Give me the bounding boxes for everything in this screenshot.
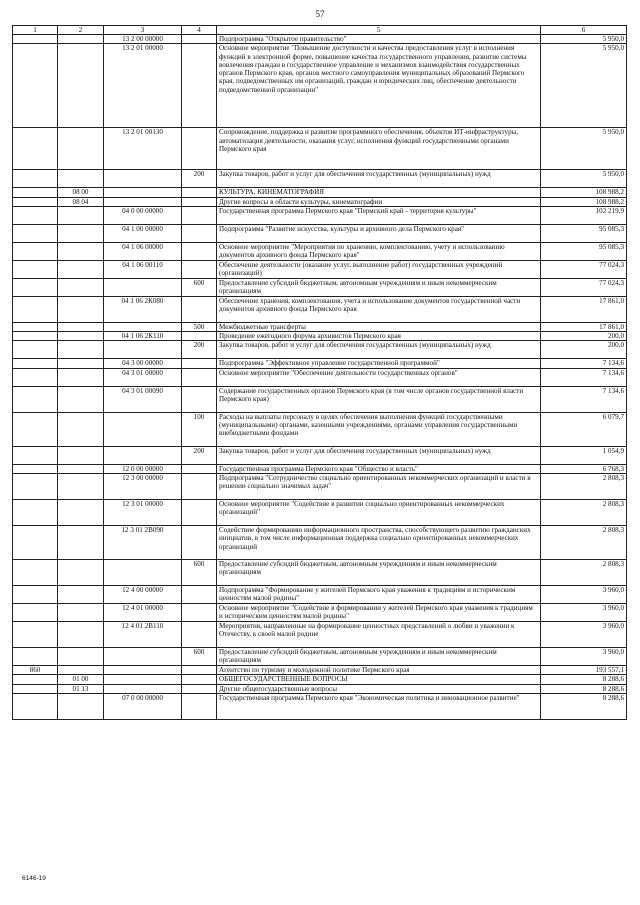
cell-target-code bbox=[104, 648, 182, 666]
cell-amount: 77 024,3 bbox=[541, 260, 627, 278]
cell-amount: 7 134,6 bbox=[541, 368, 627, 386]
cell-expense-type: 600 bbox=[182, 648, 217, 666]
cell-subsection-code bbox=[58, 341, 104, 359]
cell-subsection-code bbox=[58, 332, 104, 341]
table-row bbox=[13, 206, 627, 224]
cell-description: Другие вопросы в области культуры, кинематографии bbox=[217, 197, 541, 206]
cell-target-code bbox=[104, 446, 182, 464]
cell-expense-type bbox=[182, 464, 217, 473]
cell-subsection-code bbox=[58, 44, 104, 128]
cell-amount: 3 960,0 bbox=[541, 586, 627, 604]
cell-subsection-code bbox=[58, 586, 104, 604]
cell-expense-type bbox=[182, 197, 217, 206]
cell-subsection-code bbox=[58, 560, 104, 586]
cell-description: ОБЩЕГОСУДАРСТВЕННЫЕ ВОПРОСЫ bbox=[217, 675, 541, 684]
cell-expense-type: 100 bbox=[182, 412, 217, 446]
cell-description: Предоставление субсидий бюджетным, автономным учреждениям и иным некоммерческим организациям bbox=[217, 560, 541, 586]
cell-expense-type bbox=[182, 128, 217, 170]
cell-subsection-code bbox=[58, 224, 104, 242]
cell-expense-type: 500 bbox=[182, 322, 217, 331]
cell-target-code bbox=[104, 666, 182, 675]
cell-description: Агентство по туризму и молодежной политике Пермского края bbox=[217, 666, 541, 675]
cell-description: Основное мероприятие "Обеспечение деятельности государственных органов" bbox=[217, 368, 541, 386]
cell-amount: 17 861,0 bbox=[541, 296, 627, 322]
cell-expense-type bbox=[182, 693, 217, 719]
cell-amount: 7 134,6 bbox=[541, 359, 627, 368]
cell-subsection-code bbox=[58, 666, 104, 675]
cell-expense-type bbox=[182, 586, 217, 604]
column-header: 4 bbox=[182, 26, 217, 35]
cell-description: Государственная программа Пермского края "Общество и власть" bbox=[217, 464, 541, 473]
cell-target-code: 04 3 00 00000 bbox=[104, 359, 182, 368]
cell-subsection-code bbox=[58, 206, 104, 224]
cell-section-code bbox=[13, 206, 58, 224]
cell-subsection-code: 08 00 bbox=[58, 188, 104, 197]
cell-expense-type bbox=[182, 260, 217, 278]
table-row bbox=[13, 278, 627, 296]
table-row bbox=[13, 170, 627, 188]
cell-description: Содержание государственных органов Пермского края (в том числе органов государственной власти Пермского края) bbox=[217, 386, 541, 412]
table-row bbox=[13, 500, 627, 526]
cell-expense-type: 600 bbox=[182, 560, 217, 586]
cell-description: Закупка товаров, работ и услуг для обеспечения государственных (муниципальных) нужд bbox=[217, 170, 541, 188]
cell-section-code bbox=[13, 35, 58, 44]
cell-description: Основное мероприятие "Мероприятия по хранению, комплектованию, учету и использованию документов архивного фонда Пермского края" bbox=[217, 242, 541, 260]
cell-section-code bbox=[13, 242, 58, 260]
column-header: 5 bbox=[217, 26, 541, 35]
cell-expense-type bbox=[182, 359, 217, 368]
cell-expense-type bbox=[182, 332, 217, 341]
table-row bbox=[13, 412, 627, 446]
cell-target-code bbox=[104, 684, 182, 693]
cell-amount: 6 768,3 bbox=[541, 464, 627, 473]
cell-amount: 200,0 bbox=[541, 332, 627, 341]
cell-target-code: 04 1 06 00110 bbox=[104, 260, 182, 278]
cell-target-code bbox=[104, 560, 182, 586]
cell-expense-type bbox=[182, 224, 217, 242]
cell-amount: 8 288,6 bbox=[541, 675, 627, 684]
cell-section-code bbox=[13, 44, 58, 128]
column-header: 3 bbox=[104, 26, 182, 35]
cell-target-code: 04 1 06 2К080 bbox=[104, 296, 182, 322]
cell-subsection-code bbox=[58, 35, 104, 44]
cell-section-code bbox=[13, 224, 58, 242]
table-row bbox=[13, 242, 627, 260]
table-row bbox=[13, 666, 627, 675]
cell-section-code bbox=[13, 526, 58, 560]
table-row bbox=[13, 648, 627, 666]
cell-amount: 8 288,6 bbox=[541, 684, 627, 693]
cell-section-code bbox=[13, 170, 58, 188]
table-body bbox=[13, 35, 627, 720]
cell-target-code bbox=[104, 341, 182, 359]
cell-description: Государственная программа Пермского края "Экономическая политика и инновационное развитие" bbox=[217, 693, 541, 719]
cell-description: Предоставление субсидий бюджетным, автономным учреждениям и иным некоммерческим организациям bbox=[217, 278, 541, 296]
cell-description: Другие общегосударственные вопросы bbox=[217, 684, 541, 693]
cell-subsection-code bbox=[58, 322, 104, 331]
cell-expense-type bbox=[182, 526, 217, 560]
cell-section-code bbox=[13, 622, 58, 648]
cell-section-code bbox=[13, 386, 58, 412]
cell-description: Основное мероприятие "Содействие в формировании у жителей Пермского края уважения к традициям и историческим ценностям малой родины" bbox=[217, 604, 541, 622]
cell-section-code bbox=[13, 188, 58, 197]
cell-subsection-code bbox=[58, 446, 104, 464]
table-row bbox=[13, 44, 627, 128]
cell-expense-type bbox=[182, 474, 217, 500]
cell-section-code bbox=[13, 128, 58, 170]
cell-amount: 95 085,3 bbox=[541, 224, 627, 242]
header-row bbox=[13, 26, 627, 35]
cell-section-code bbox=[13, 446, 58, 464]
cell-target-code: 12 4 00 00000 bbox=[104, 586, 182, 604]
cell-amount: 5 950,0 bbox=[541, 170, 627, 188]
cell-subsection-code bbox=[58, 604, 104, 622]
cell-amount: 2 808,3 bbox=[541, 526, 627, 560]
column-header: 1 bbox=[13, 26, 58, 35]
cell-expense-type: 600 bbox=[182, 278, 217, 296]
cell-section-code bbox=[13, 604, 58, 622]
cell-description: Обеспечение хранения, комплектования, учета и использование документов государственной части документов архивного фонда Пермского края bbox=[217, 296, 541, 322]
cell-target-code: 13 2 00 00000 bbox=[104, 35, 182, 44]
cell-section-code bbox=[13, 341, 58, 359]
cell-amount: 2 808,3 bbox=[541, 474, 627, 500]
cell-description: Государственная программа Пермского края "Пермский край - территория культуры" bbox=[217, 206, 541, 224]
cell-subsection-code bbox=[58, 278, 104, 296]
table-row bbox=[13, 332, 627, 341]
cell-amount: 6 079,7 bbox=[541, 412, 627, 446]
cell-subsection-code bbox=[58, 526, 104, 560]
cell-section-code bbox=[13, 197, 58, 206]
cell-subsection-code bbox=[58, 242, 104, 260]
cell-subsection-code bbox=[58, 464, 104, 473]
cell-amount: 108 988,2 bbox=[541, 188, 627, 197]
cell-amount: 5 950,0 bbox=[541, 35, 627, 44]
cell-amount: 3 960,0 bbox=[541, 648, 627, 666]
table-row bbox=[13, 368, 627, 386]
column-header: 6 bbox=[541, 26, 627, 35]
table-row bbox=[13, 586, 627, 604]
cell-target-code: 04 3 01 00000 bbox=[104, 368, 182, 386]
cell-description: Основное мероприятие "Повышение доступности и качества предоставления услуг в исполнения функций в электронной форме, повышение качества государственного управления, развитие системы вовлечения граждан в государственное управление и механизмов взаимодействия государственных органов Пермского края, органов местного самоуправления муниципальных образований Пермского края, подведомственных им организаций, граждан и юридических лиц, обеспечение деятельности подведомственной организации" bbox=[217, 44, 541, 128]
budget-table bbox=[12, 25, 627, 720]
cell-expense-type bbox=[182, 604, 217, 622]
table-row bbox=[13, 684, 627, 693]
cell-expense-type bbox=[182, 500, 217, 526]
footer-code: 6146-19 bbox=[22, 875, 46, 882]
cell-subsection-code: 01 00 bbox=[58, 675, 104, 684]
cell-section-code bbox=[13, 675, 58, 684]
cell-section-code bbox=[13, 560, 58, 586]
cell-target-code: 12 4 01 00000 bbox=[104, 604, 182, 622]
table-row bbox=[13, 359, 627, 368]
cell-subsection-code bbox=[58, 500, 104, 526]
cell-expense-type bbox=[182, 368, 217, 386]
cell-section-code bbox=[13, 322, 58, 331]
cell-expense-type bbox=[182, 675, 217, 684]
cell-subsection-code bbox=[58, 260, 104, 278]
cell-subsection-code bbox=[58, 474, 104, 500]
cell-description: Предоставление субсидий бюджетным, автономным учреждениям и иным некоммерческим организациям bbox=[217, 648, 541, 666]
cell-target-code: 13 2 01 00130 bbox=[104, 128, 182, 170]
column-header: 2 bbox=[58, 26, 104, 35]
cell-expense-type bbox=[182, 188, 217, 197]
cell-target-code: 04 1 06 00000 bbox=[104, 242, 182, 260]
table-row bbox=[13, 35, 627, 44]
cell-target-code: 12 3 01 00000 bbox=[104, 500, 182, 526]
table-row bbox=[13, 675, 627, 684]
cell-target-code bbox=[104, 278, 182, 296]
cell-amount: 193 557,1 bbox=[541, 666, 627, 675]
cell-amount: 2 808,3 bbox=[541, 500, 627, 526]
table-row bbox=[13, 224, 627, 242]
cell-amount: 108 988,2 bbox=[541, 197, 627, 206]
table-row bbox=[13, 693, 627, 719]
cell-section-code bbox=[13, 474, 58, 500]
cell-expense-type bbox=[182, 684, 217, 693]
cell-subsection-code bbox=[58, 693, 104, 719]
cell-target-code bbox=[104, 188, 182, 197]
cell-expense-type bbox=[182, 206, 217, 224]
cell-amount: 200,0 bbox=[541, 341, 627, 359]
cell-subsection-code bbox=[58, 296, 104, 322]
cell-target-code: 04 0 00 00000 bbox=[104, 206, 182, 224]
cell-target-code: 12 3 00 00000 bbox=[104, 474, 182, 500]
cell-expense-type bbox=[182, 296, 217, 322]
cell-section-code bbox=[13, 500, 58, 526]
table-row bbox=[13, 604, 627, 622]
cell-amount: 3 960,0 bbox=[541, 604, 627, 622]
cell-subsection-code bbox=[58, 128, 104, 170]
table-row bbox=[13, 622, 627, 648]
cell-description: Подпрограмма "Открытое правительство" bbox=[217, 35, 541, 44]
cell-description: Подпрограмма "Развитие искусства, культуры и архивного дела Пермского края" bbox=[217, 224, 541, 242]
cell-amount: 5 950,0 bbox=[541, 128, 627, 170]
cell-section-code bbox=[13, 648, 58, 666]
cell-description: Проведение ежегодного форума архивистов Пермского края bbox=[217, 332, 541, 341]
cell-section-code bbox=[13, 693, 58, 719]
cell-target-code: 07 0 00 00000 bbox=[104, 693, 182, 719]
cell-description: Закупка товаров, работ и услуг для обеспечения государственных (муниципальных) нужд bbox=[217, 446, 541, 464]
cell-target-code: 04 1 00 00000 bbox=[104, 224, 182, 242]
cell-section-code bbox=[13, 412, 58, 446]
cell-subsection-code bbox=[58, 368, 104, 386]
cell-expense-type bbox=[182, 35, 217, 44]
cell-section-code bbox=[13, 359, 58, 368]
cell-section-code bbox=[13, 278, 58, 296]
cell-target-code: 04 1 06 2К110 bbox=[104, 332, 182, 341]
cell-target-code bbox=[104, 675, 182, 684]
cell-description: Подпрограмма "Сотрудничество социально ориентированных некоммерческих организаций и власти в решении социально значимых задач" bbox=[217, 474, 541, 500]
cell-target-code bbox=[104, 170, 182, 188]
cell-amount: 8 288,6 bbox=[541, 693, 627, 719]
table-row bbox=[13, 474, 627, 500]
cell-section-code bbox=[13, 684, 58, 693]
table-row bbox=[13, 188, 627, 197]
cell-subsection-code bbox=[58, 386, 104, 412]
cell-amount: 17 861,0 bbox=[541, 322, 627, 331]
cell-description: Обеспечение деятельности (оказание услуг, выполнение работ) государственных учреждений (организаций) bbox=[217, 260, 541, 278]
table-row bbox=[13, 197, 627, 206]
cell-section-code bbox=[13, 260, 58, 278]
cell-section-code bbox=[13, 368, 58, 386]
cell-expense-type: 200 bbox=[182, 170, 217, 188]
cell-subsection-code: 08 04 bbox=[58, 197, 104, 206]
cell-description: Подпрограмма "Формирование у жителей Пермского края уважения к традициям и историческим ценностям малой родины" bbox=[217, 586, 541, 604]
cell-expense-type bbox=[182, 242, 217, 260]
page-number: 57 bbox=[315, 9, 325, 19]
cell-description: Подпрограмма "Эффективное управление государственной программой" bbox=[217, 359, 541, 368]
table-row bbox=[13, 341, 627, 359]
cell-expense-type bbox=[182, 666, 217, 675]
cell-section-code bbox=[13, 464, 58, 473]
cell-target-code: 04 3 01 00090 bbox=[104, 386, 182, 412]
cell-expense-type bbox=[182, 44, 217, 128]
cell-expense-type: 200 bbox=[182, 341, 217, 359]
cell-target-code bbox=[104, 412, 182, 446]
cell-amount: 77 024,3 bbox=[541, 278, 627, 296]
cell-expense-type bbox=[182, 386, 217, 412]
table-row bbox=[13, 526, 627, 560]
table-row bbox=[13, 322, 627, 331]
cell-amount: 2 808,3 bbox=[541, 560, 627, 586]
cell-expense-type bbox=[182, 622, 217, 648]
cell-description: КУЛЬТУРА, КИНЕМАТОГРАФИЯ bbox=[217, 188, 541, 197]
cell-description: Межбюджетные трансферты bbox=[217, 322, 541, 331]
cell-section-code bbox=[13, 296, 58, 322]
cell-subsection-code bbox=[58, 412, 104, 446]
cell-amount: 3 960,0 bbox=[541, 622, 627, 648]
table-row bbox=[13, 446, 627, 464]
cell-section-code bbox=[13, 332, 58, 341]
cell-amount: 1 054,9 bbox=[541, 446, 627, 464]
table-row bbox=[13, 128, 627, 170]
cell-subsection-code bbox=[58, 359, 104, 368]
cell-target-code: 12 0 00 00000 bbox=[104, 464, 182, 473]
table-row bbox=[13, 260, 627, 278]
table-row bbox=[13, 464, 627, 473]
cell-subsection-code: 01 13 bbox=[58, 684, 104, 693]
table-row bbox=[13, 296, 627, 322]
table-row bbox=[13, 386, 627, 412]
cell-description: Расходы на выплаты персоналу в целях обеспечения выполнения функций государственными (муниципальными) органами, казенными учреждениями, органами управления государственными внебюджетными фондами bbox=[217, 412, 541, 446]
cell-target-code: 12 3 01 2В090 bbox=[104, 526, 182, 560]
cell-target-code bbox=[104, 322, 182, 331]
cell-description: Содействие формированию информационного пространства, способствующего развитию гражданских инициатив, в том числе информационная поддержка социально ориентированных некоммерческих организаций bbox=[217, 526, 541, 560]
cell-amount: 5 950,0 bbox=[541, 44, 627, 128]
cell-description: Основное мероприятие "Содействие в развитии социально ориентированных некоммерческих организаций" bbox=[217, 500, 541, 526]
cell-section-code: 860 bbox=[13, 666, 58, 675]
cell-subsection-code bbox=[58, 648, 104, 666]
cell-subsection-code bbox=[58, 170, 104, 188]
cell-description: Мероприятия, направленные на формирование ценностных представлений о любви и уважении к Отечеству, к своей малой родине bbox=[217, 622, 541, 648]
cell-section-code bbox=[13, 586, 58, 604]
cell-description: Сопровождение, поддержка и развитие программного обеспечения, объектов ИТ-инфраструктуры, автоматизация деятельности, оказания услуг, исполнения функций государственными органами Пермского края bbox=[217, 128, 541, 170]
cell-target-code: 13 2 01 00000 bbox=[104, 44, 182, 128]
table-row bbox=[13, 560, 627, 586]
cell-target-code bbox=[104, 197, 182, 206]
cell-subsection-code bbox=[58, 622, 104, 648]
cell-description: Закупка товаров, работ и услуг для обеспечения государственных (муниципальных) нужд bbox=[217, 341, 541, 359]
cell-target-code: 12 4 01 2В110 bbox=[104, 622, 182, 648]
cell-amount: 7 134,6 bbox=[541, 386, 627, 412]
cell-amount: 95 085,3 bbox=[541, 242, 627, 260]
cell-amount: 102 219,9 bbox=[541, 206, 627, 224]
cell-expense-type: 200 bbox=[182, 446, 217, 464]
